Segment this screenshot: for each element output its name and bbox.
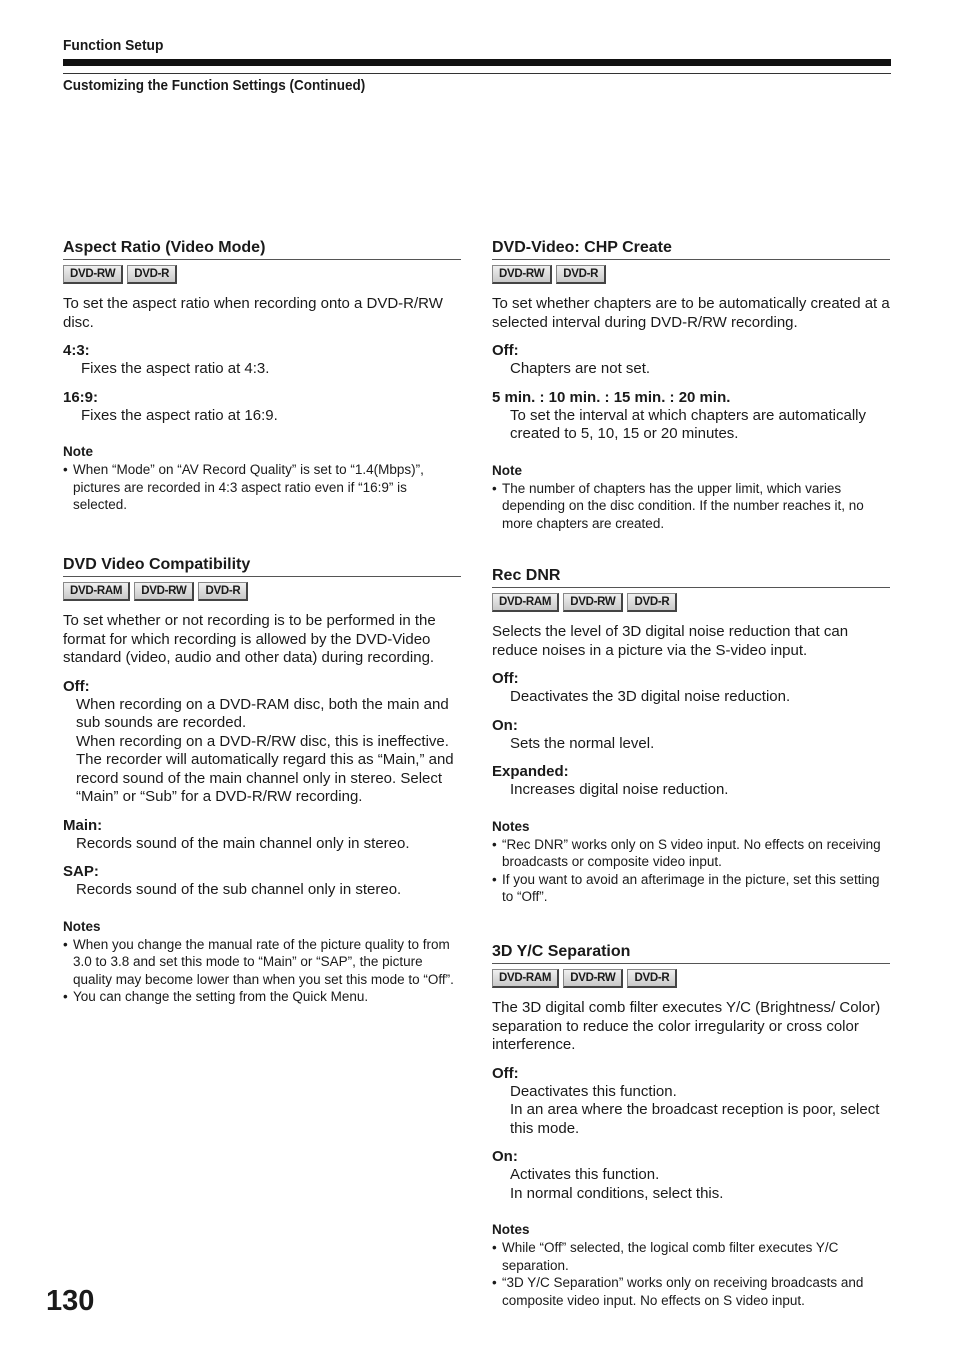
option-label: Main: — [63, 816, 103, 834]
disc-badge: DVD-RW — [492, 265, 552, 284]
note-item: • When you change the manual rate of the picture quality to from 3.0 to 3.8 and set this mode to “Main” or “SAP”, the picture quality may become lower than when you set this mode to “Off”. — [63, 936, 461, 989]
disc-badge: DVD-R — [627, 969, 677, 988]
section-title: DVD Video Compatibility — [63, 555, 461, 577]
note-title: Notes — [492, 818, 530, 834]
option-label: On: — [492, 716, 518, 734]
disc-badge: DVD-RW — [63, 265, 123, 284]
header-rule-thin — [63, 73, 891, 74]
option-label: 16:9: — [63, 388, 99, 406]
option-text: Activates this function. — [510, 1166, 660, 1183]
option-text-continued: When recording on a DVD-R/RW disc, this is ineffective. The recorder will automatically regard this as “Main,” and record sound of the main channel only in stereo. Select “Main” or “Sub” for a DVD-R/RW recording. — [76, 732, 454, 805]
note-title: Note — [63, 444, 93, 459]
note-title: Notes — [492, 1222, 530, 1237]
option-label: 5 min. : 10 min. : 15 min. : 20 min. — [492, 388, 731, 406]
header-subtitle: Customizing the Function Settings (Continued) — [63, 77, 366, 94]
disc-badge: DVD-R — [556, 265, 606, 284]
note-item: • When “Mode” on “AV Record Quality” is set to “1.4(Mbps)”, pictures are recorded in 4:3 aspect ratio even if “16:9” is selected. — [63, 461, 461, 514]
section-title: 3D Y/C Separation — [492, 942, 890, 964]
option-text: Fixes the aspect ratio at 16:9. — [81, 406, 278, 424]
option-text-continued: In an area where the broadcast reception is poor, select this mode. — [510, 1101, 880, 1137]
option-label: Expanded: — [492, 763, 569, 780]
disc-badge: DVD-RAM — [63, 582, 130, 601]
option-label: SAP: — [63, 863, 99, 880]
disc-badge: DVD-RW — [563, 969, 623, 988]
option-text: Records sound of the main channel only in stereo. — [76, 834, 410, 852]
disc-badge: DVD-RAM — [492, 593, 559, 612]
option-text: Sets the normal level. — [510, 734, 655, 752]
note-title: Note — [492, 462, 522, 478]
disc-badge: DVD-R — [198, 582, 248, 601]
section-title: Rec DNR — [492, 566, 890, 588]
option-label: Off: — [492, 342, 519, 359]
disc-badges — [63, 582, 461, 602]
header-title: Function Setup — [63, 37, 164, 54]
section-title: Aspect Ratio (Video Mode) — [63, 238, 461, 260]
disc-badge: DVD-RW — [563, 593, 623, 612]
option-text: Records sound of the sub channel only in stereo. — [76, 881, 402, 898]
option-label: Off: — [492, 670, 519, 687]
section-3d-yc-separation — [492, 942, 890, 1309]
section-dvd-video-compatibility — [63, 555, 461, 1006]
disc-badge: DVD-R — [127, 265, 177, 284]
section-title: DVD-Video: CHP Create — [492, 238, 890, 260]
disc-badges — [492, 593, 890, 613]
option-text: Deactivates this function. — [510, 1082, 677, 1100]
option-label: On: — [492, 1148, 518, 1165]
option-text: Increases digital noise reduction. — [510, 781, 729, 798]
section-description: To set the aspect ratio when recording onto a DVD-R/RW disc. — [63, 295, 443, 331]
note-item: • “Rec DNR” works only on S video input. No effects on receiving broadcasts or composite video input. — [492, 836, 890, 871]
section-description: To set whether or not recording is to be performed in the format for which recording is allowed by the DVD-Video standard (video, audio and other data) during recording. — [63, 612, 436, 666]
section-rec-dnr — [492, 566, 890, 906]
header-rule-thick — [63, 59, 891, 66]
note-item: • The number of chapters has the upper limit, which varies depending on the disc condition. If the number reaches it, no more chapters are created. — [492, 480, 890, 533]
option-text-continued: In normal conditions, select this. — [510, 1184, 724, 1202]
note-item: • “3D Y/C Separation” works only on receiving broadcasts and composite video input. No effects on S video input. — [492, 1274, 890, 1309]
option-label: Off: — [492, 1064, 519, 1082]
section-chp-create — [492, 238, 890, 532]
disc-badges — [492, 969, 890, 989]
section-description: The 3D digital comb filter executes Y/C (Brightness/ Color) separation to reduce the color irregularity or cross color interference. — [492, 999, 881, 1053]
option-label: 4:3: — [63, 342, 90, 359]
section-description: To set whether chapters are to be automatically created at a selected interval during DVD-R/RW recording. — [492, 295, 890, 331]
option-text: Deactivates the 3D digital noise reduction. — [510, 688, 791, 705]
option-text: Chapters are not set. — [510, 360, 651, 377]
note-item: • If you want to avoid an afterimage in the picture, set this setting to “Off”. — [492, 871, 890, 906]
option-text: Fixes the aspect ratio at 4:3. — [81, 360, 270, 377]
note-title: Notes — [63, 918, 101, 934]
disc-badge: DVD-R — [627, 593, 677, 612]
disc-badges — [492, 265, 890, 285]
option-text: When recording on a DVD-RAM disc, both the main and sub sounds are recorded. — [76, 695, 449, 731]
disc-badges — [63, 265, 461, 285]
page-number: 130 — [46, 1285, 95, 1317]
note-item: • While “Off” selected, the logical comb filter executes Y/C separation. — [492, 1239, 890, 1274]
disc-badge: DVD-RAM — [492, 969, 559, 988]
option-label: Off: — [63, 677, 90, 695]
option-text: To set the interval at which chapters are automatically created to 5, 10, 15 or 20 minutes. — [510, 406, 867, 442]
disc-badge: DVD-RW — [134, 582, 194, 601]
note-item: • You can change the setting from the Quick Menu. — [63, 988, 461, 1006]
section-description: Selects the level of 3D digital noise reduction that can reduce noises in a picture via the S-video input. — [492, 623, 849, 659]
section-aspect-ratio — [63, 238, 461, 514]
